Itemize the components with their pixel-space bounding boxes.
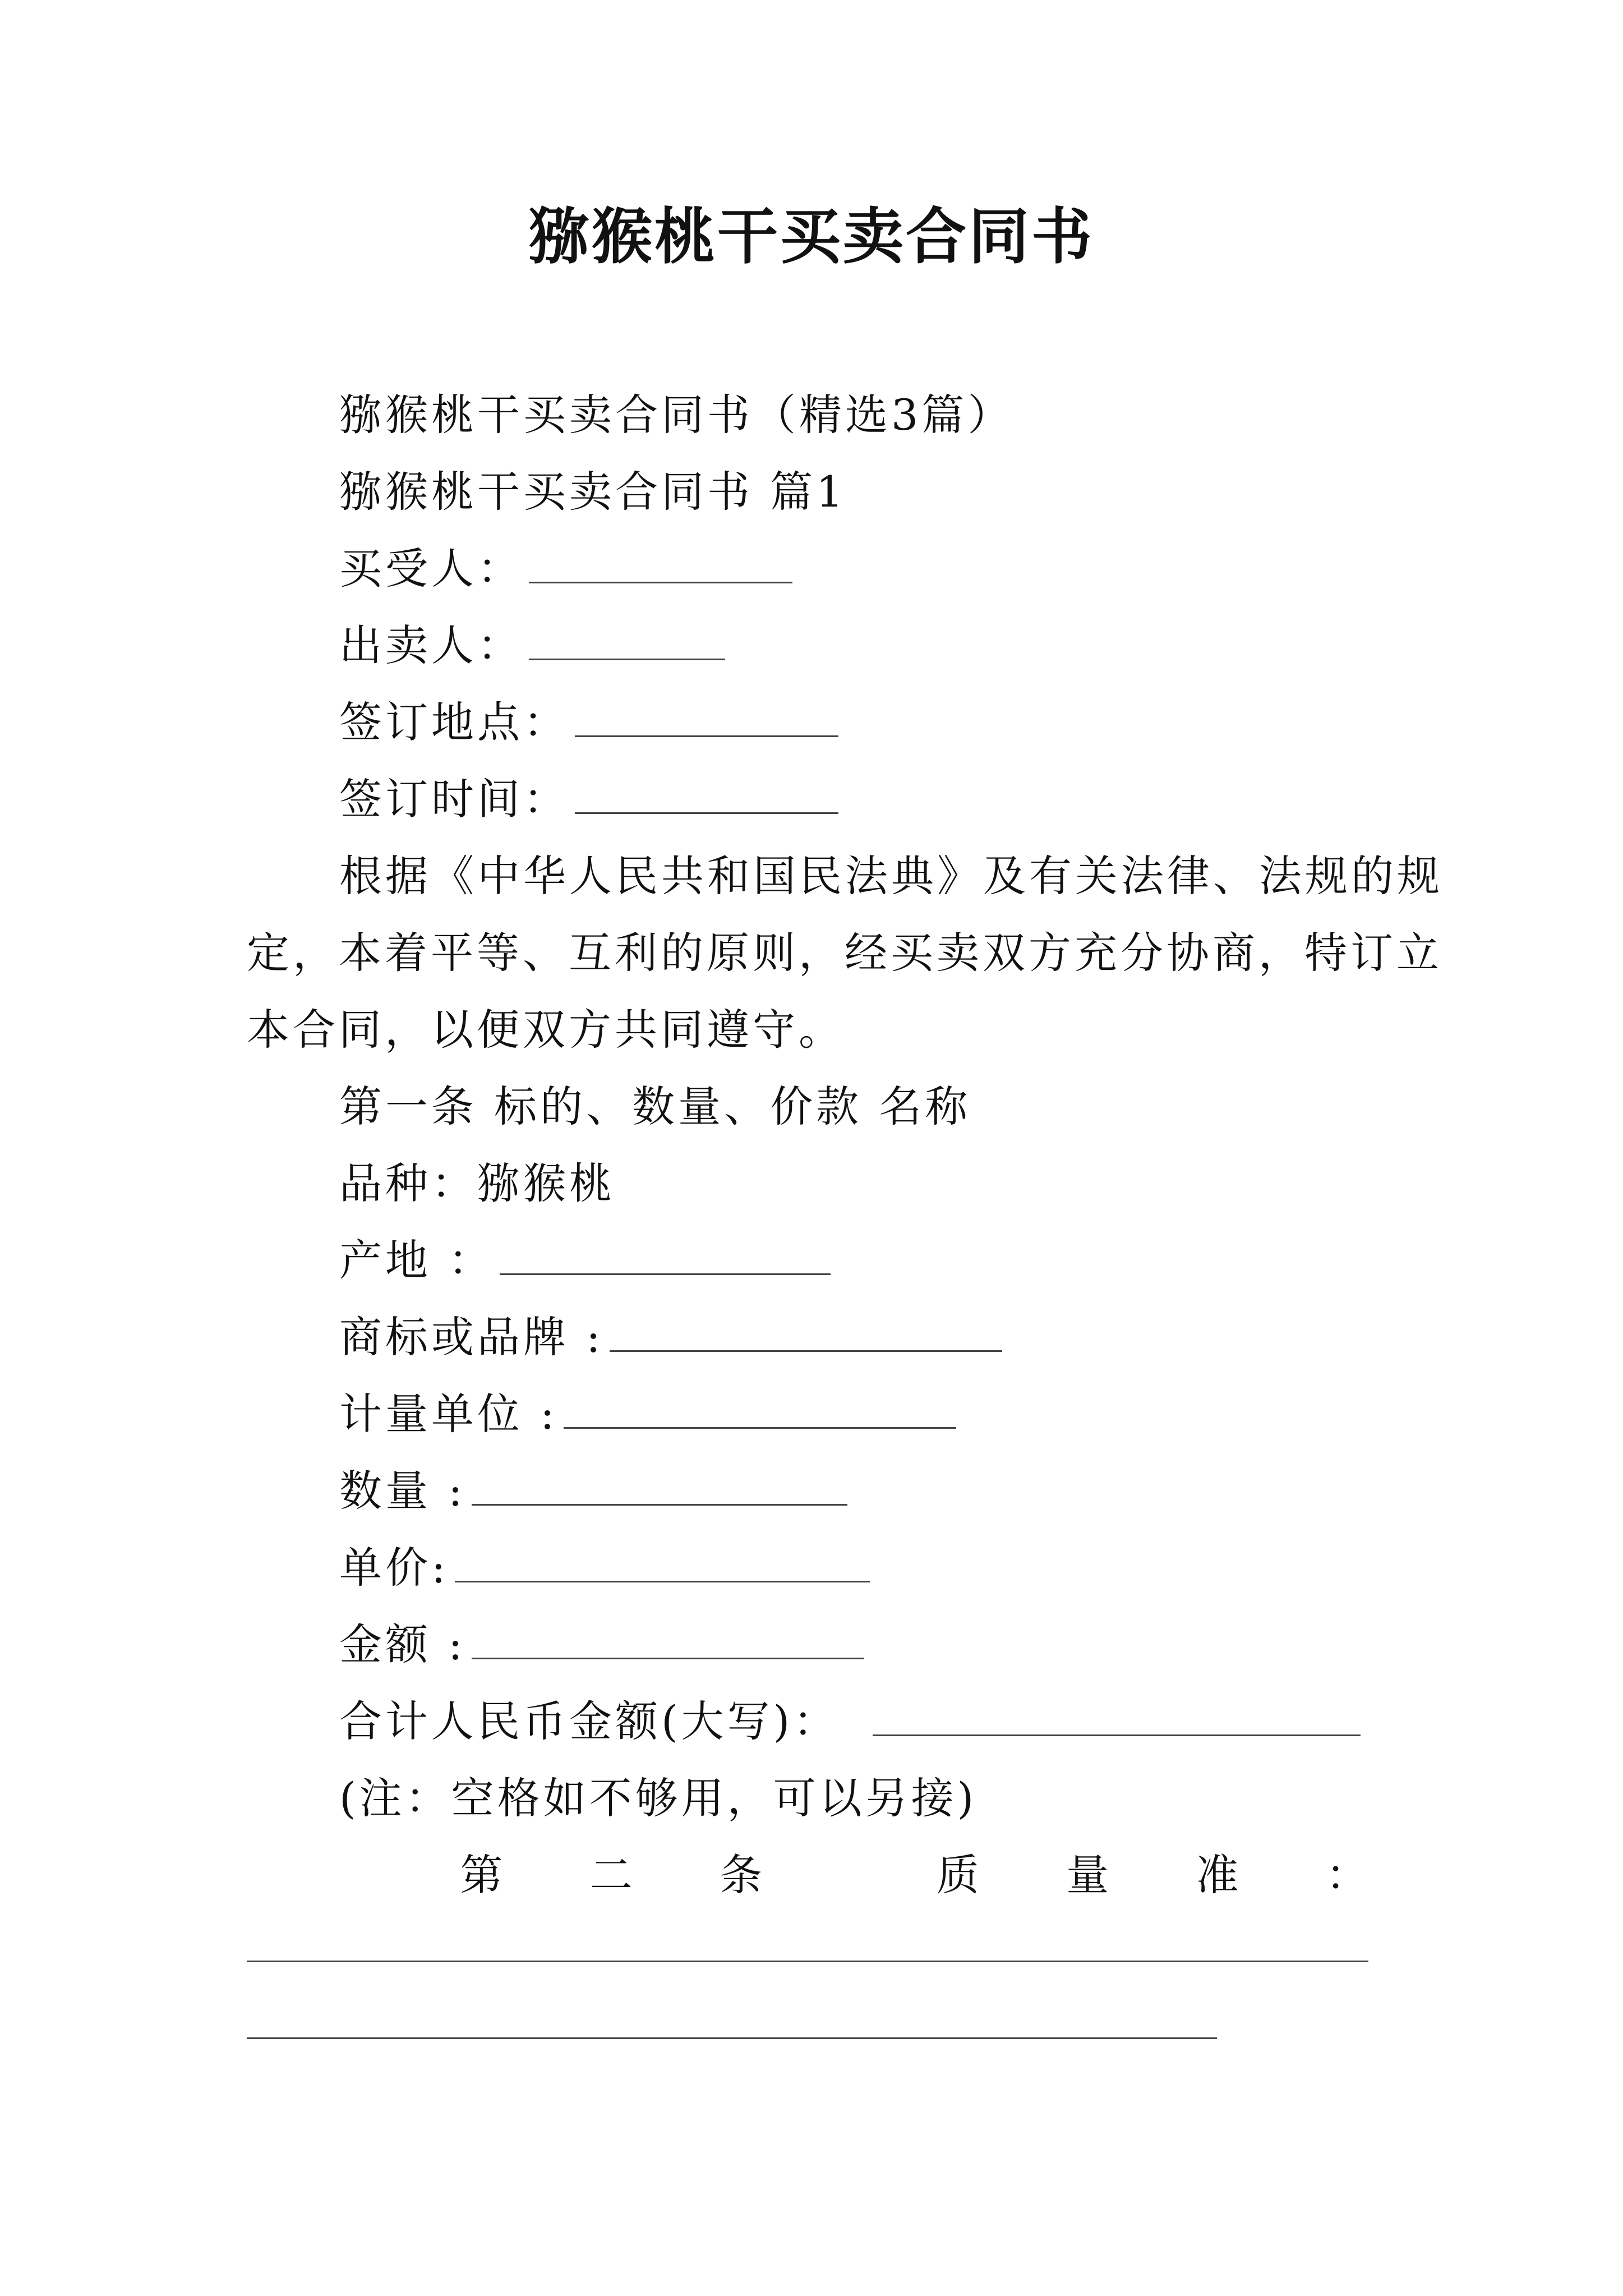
article2-char: 二 [589, 1850, 633, 1900]
price-field [339, 1540, 870, 1596]
article2-char: 准 [1196, 1850, 1239, 1900]
seller-label: 出卖人： [339, 620, 523, 670]
total-label: 合计人民币金额(大写)： [339, 1696, 840, 1746]
brand-blank[interactable] [610, 1317, 1002, 1352]
place-field [339, 694, 838, 751]
total-blank[interactable] [873, 1701, 1361, 1736]
article1-heading: 第一条 标的、数量、价款 名称 [339, 1082, 971, 1131]
quantity-blank[interactable] [472, 1470, 847, 1506]
article2-heading [339, 1847, 1368, 1903]
intro-line-2: 定，本着平等、互利的原则，经买卖双方充分协商，特订立 [247, 928, 1442, 978]
amount-label: 金额 : [339, 1619, 466, 1669]
quantity-label: 数量 : [339, 1466, 466, 1516]
origin-blank[interactable] [500, 1240, 831, 1275]
quantity-field [339, 1463, 847, 1519]
amount-field [339, 1617, 864, 1673]
seller-blank[interactable] [529, 625, 725, 660]
price-blank[interactable] [455, 1547, 870, 1582]
time-field [339, 771, 838, 827]
price-label: 单价: [339, 1543, 449, 1593]
seller-field [339, 618, 725, 674]
document-title: 猕猴桃干买卖合同书 [528, 201, 1094, 272]
document-subtitle: 猕猴桃干买卖合同书（精选3篇） [339, 390, 1014, 440]
article2-char: 量 [1066, 1850, 1109, 1900]
article2-char: ： [1326, 1850, 1368, 1900]
time-blank[interactable] [575, 779, 838, 814]
article2-char: 条 [720, 1850, 763, 1900]
brand-field [339, 1309, 1002, 1365]
intro-line-1: 根据《中华人民共和国民法典》及有关法律、法规的规 [339, 851, 1443, 901]
brand-label: 商标或品牌 : [339, 1312, 604, 1362]
total-field [339, 1694, 1361, 1750]
time-label: 签订时间： [339, 774, 569, 824]
unit-label: 计量单位 : [339, 1389, 558, 1439]
article2-char: 质 [936, 1850, 979, 1900]
note-line: (注：空格如不够用，可以另接) [339, 1773, 978, 1823]
origin-label: 产地 ： [339, 1235, 495, 1285]
buyer-label: 买受人： [339, 544, 523, 593]
origin-field [339, 1232, 831, 1289]
quality-blank-line-2[interactable] [247, 2037, 1217, 2039]
place-blank[interactable] [575, 702, 838, 737]
buyer-field [339, 541, 792, 597]
place-label: 签订地点： [339, 697, 569, 747]
quality-blank-line-1[interactable] [247, 1961, 1368, 1962]
amount-blank[interactable] [472, 1624, 864, 1659]
unit-field [339, 1386, 956, 1442]
variety-field: 品种：猕猴桃 [339, 1158, 615, 1208]
unit-blank[interactable] [564, 1393, 956, 1429]
section-heading: 猕猴桃干买卖合同书 篇1 [339, 467, 847, 517]
article2-char: 第 [460, 1850, 503, 1900]
intro-line-3: 本合同，以便双方共同遵守。 [247, 1005, 845, 1055]
buyer-blank[interactable] [529, 548, 792, 583]
